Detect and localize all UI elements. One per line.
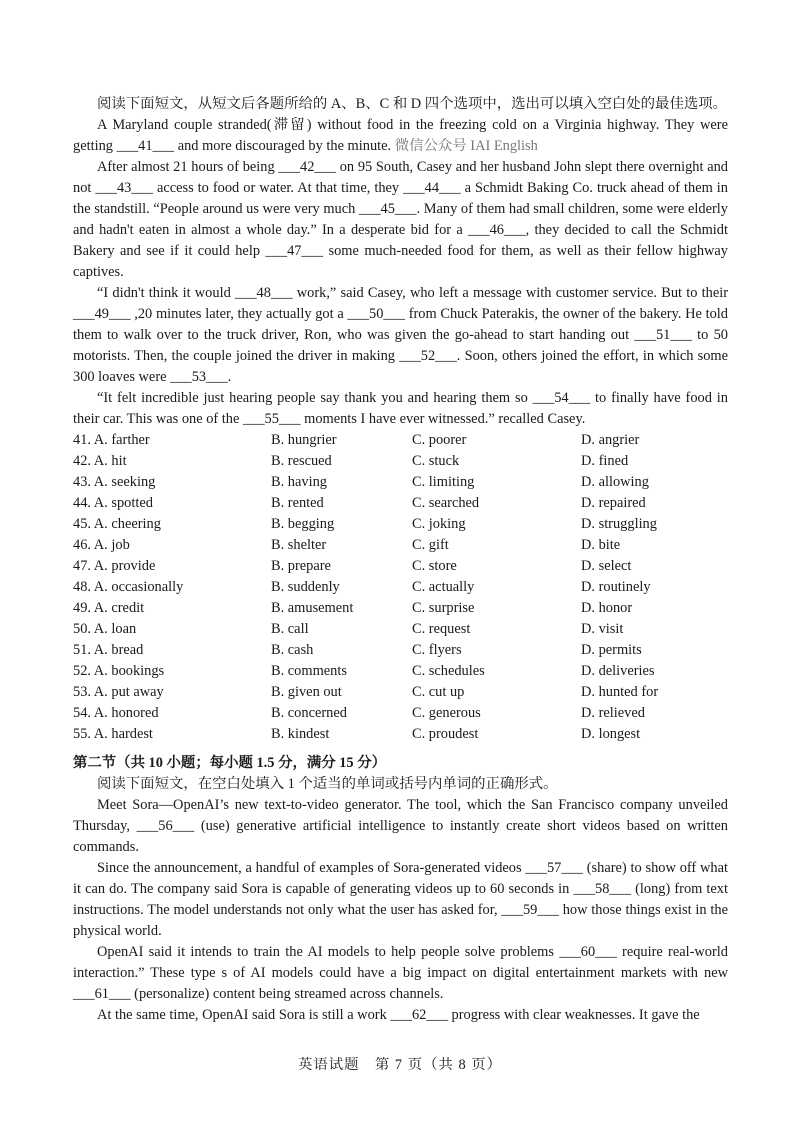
option-a: 53. A. put away <box>73 684 164 700</box>
option-c: C. joking <box>412 516 466 532</box>
option-c: C. gift <box>412 537 449 553</box>
section2-title: 第二节（共 10 小题；每小题 1.5 分，满分 15 分） <box>73 755 386 771</box>
option-b: B. suddenly <box>271 579 340 595</box>
option-c: C. limiting <box>412 474 475 490</box>
option-a: 43. A. seeking <box>73 474 156 490</box>
option-c: C. surprise <box>412 600 475 616</box>
option-a: 41. A. farther <box>73 432 150 448</box>
option-d: D. bite <box>581 537 621 553</box>
option-a: 54. A. honored <box>73 705 159 721</box>
option-d: D. repaired <box>581 495 646 511</box>
passage-paragraph: A Maryland couple stranded(滞留) without food in the freezing cold on a Virginia highway. They were getting ___41___ and more discouraged by the minute. 微信公众号 IAI English <box>73 117 728 154</box>
option-d: D. longest <box>581 726 641 742</box>
page-footer: 英语试题 第 7 页（共 8 页） <box>297 1057 503 1073</box>
option-c: C. cut up <box>412 684 465 700</box>
option-a: 42. A. hit <box>73 453 127 469</box>
option-a: 52. A. bookings <box>73 663 165 679</box>
option-d: D. honor <box>581 600 633 616</box>
option-d: D. relieved <box>581 705 645 721</box>
option-b: B. prepare <box>271 558 331 574</box>
option-a: 45. A. cheering <box>73 516 161 532</box>
option-row <box>73 451 728 472</box>
option-b: B. kindest <box>271 726 330 742</box>
passage-paragraph: “It felt incredible just hearing people say thank you and hearing them so ___54___ to finally have food in their car. This was one of the ___55___ moments I have ever witnessed.” recalled Casey. <box>73 390 728 427</box>
option-b: B. begging <box>271 516 335 532</box>
option-d: D. permits <box>581 642 642 658</box>
option-c: C. proudest <box>412 726 479 742</box>
option-row <box>73 577 728 598</box>
option-c: C. stuck <box>412 453 460 469</box>
exam-page <box>73 94 728 1026</box>
option-a: 47. A. provide <box>73 558 156 574</box>
passage-paragraph: After almost 21 hours of being ___42___ on 95 South, Casey and her husband John slept there overnight and not ___43___ access to food or water. At that time, they ___44___ a Schmidt Baking Co. truck ahead of them in the standstill. “People around us were very much ___45___. Many of them had small children, some were elderly and hadn't eaten in almost a whole day.” In a desperate bid for a ___46___, they decided to call the Schmidt Bakery and see if it could help ___47___ some much-needed food for them, as well as their fellow highway captives. <box>73 159 728 280</box>
option-a: 44. A. spotted <box>73 495 153 511</box>
option-b: B. rented <box>271 495 324 511</box>
passage-paragraph: OpenAI said it intends to train the AI models to help people solve problems ___60___ require real-world interaction.” These type s of AI models could have a big impact on digital entertainment markets with new ___61___ (personalize) content being streamed across channels. <box>73 944 728 1002</box>
watermark: 微信公众号 IAI English <box>394 138 538 154</box>
option-b: B. rescued <box>271 453 332 469</box>
option-row <box>73 493 728 514</box>
option-row <box>73 724 728 745</box>
option-c: C. poorer <box>412 432 467 448</box>
option-c: C. store <box>412 558 457 574</box>
option-row <box>73 472 728 493</box>
option-row <box>73 535 728 556</box>
option-c: C. actually <box>412 579 475 595</box>
option-b: B. comments <box>271 663 347 679</box>
option-c: C. flyers <box>412 642 462 658</box>
option-row <box>73 619 728 640</box>
option-d: D. struggling <box>581 516 657 532</box>
option-d: D. fined <box>581 453 629 469</box>
option-row <box>73 514 728 535</box>
option-row <box>73 682 728 703</box>
option-row <box>73 640 728 661</box>
section1-instruction: 阅读下面短文，从短文后各题所给的 A、B、C 和 D 四个选项中，选出可以填入空白处的最佳选项。 <box>97 96 728 112</box>
option-row <box>73 598 728 619</box>
option-a: 49. A. credit <box>73 600 145 616</box>
option-row <box>73 430 728 451</box>
option-row <box>73 556 728 577</box>
passage-paragraph: At the same time, OpenAI said Sora is still a work ___62___ progress with clear weaknesses. It gave the <box>97 1007 700 1023</box>
option-d: D. allowing <box>581 474 649 490</box>
option-b: B. hungrier <box>271 432 337 448</box>
passage-paragraph: Since the announcement, a handful of examples of Sora-generated videos ___57___ (share) to show off what it can do. The company said Sora is capable of generating videos up to 60 seconds in ___58___ (long) from text instructions. The model understands not only what the user has asked for, ___59___ how those things exist in the physical world. <box>73 860 728 939</box>
option-a: 48. A. occasionally <box>73 579 184 595</box>
option-d: D. deliveries <box>581 663 655 679</box>
option-d: D. angrier <box>581 432 640 448</box>
option-d: D. select <box>581 558 632 574</box>
option-c: C. request <box>412 621 471 637</box>
option-b: B. amusement <box>271 600 354 616</box>
passage-paragraph: “I didn't think it would ___48___ work,” said Casey, who left a message with customer service. But to their ___49___ ,20 minutes later, they actually got a ___50___ from Chuck Paterakis, the owner of the bakery. He told them to walk over to the truck driver, Ron, who was given the go-ahead to start handing out ___51___ to 50 motorists. Then, the couple joined the driver in making ___52___. Soon, others joined the effort, in which some 300 loaves were ___53___. <box>73 285 728 385</box>
section2-instruction: 阅读下面短文，在空白处填入 1 个适当的单词或括号内单词的正确形式。 <box>97 776 558 792</box>
option-d: D. hunted for <box>581 684 659 700</box>
option-d: D. routinely <box>581 579 651 595</box>
option-a: 50. A. loan <box>73 621 137 637</box>
option-c: C. schedules <box>412 663 485 679</box>
option-b: B. concerned <box>271 705 347 721</box>
option-row <box>73 661 728 682</box>
option-c: C. generous <box>412 705 481 721</box>
option-d: D. visit <box>581 621 624 637</box>
option-b: B. given out <box>271 684 342 700</box>
option-row <box>73 703 728 724</box>
option-b: B. having <box>271 474 327 490</box>
option-c: C. searched <box>412 495 480 511</box>
option-a: 51. A. bread <box>73 642 144 658</box>
option-b: B. cash <box>271 642 314 658</box>
option-a: 55. A. hardest <box>73 726 153 742</box>
option-a: 46. A. job <box>73 537 130 553</box>
passage-paragraph: Meet Sora—OpenAI’s new text-to-video generator. The tool, which the San Francisco company unveiled Thursday, ___56___ (use) generative artificial intelligence to instantly create short videos based on written commands. <box>73 797 728 855</box>
options-table <box>73 430 728 745</box>
option-b: B. call <box>271 621 309 637</box>
option-b: B. shelter <box>271 537 327 553</box>
